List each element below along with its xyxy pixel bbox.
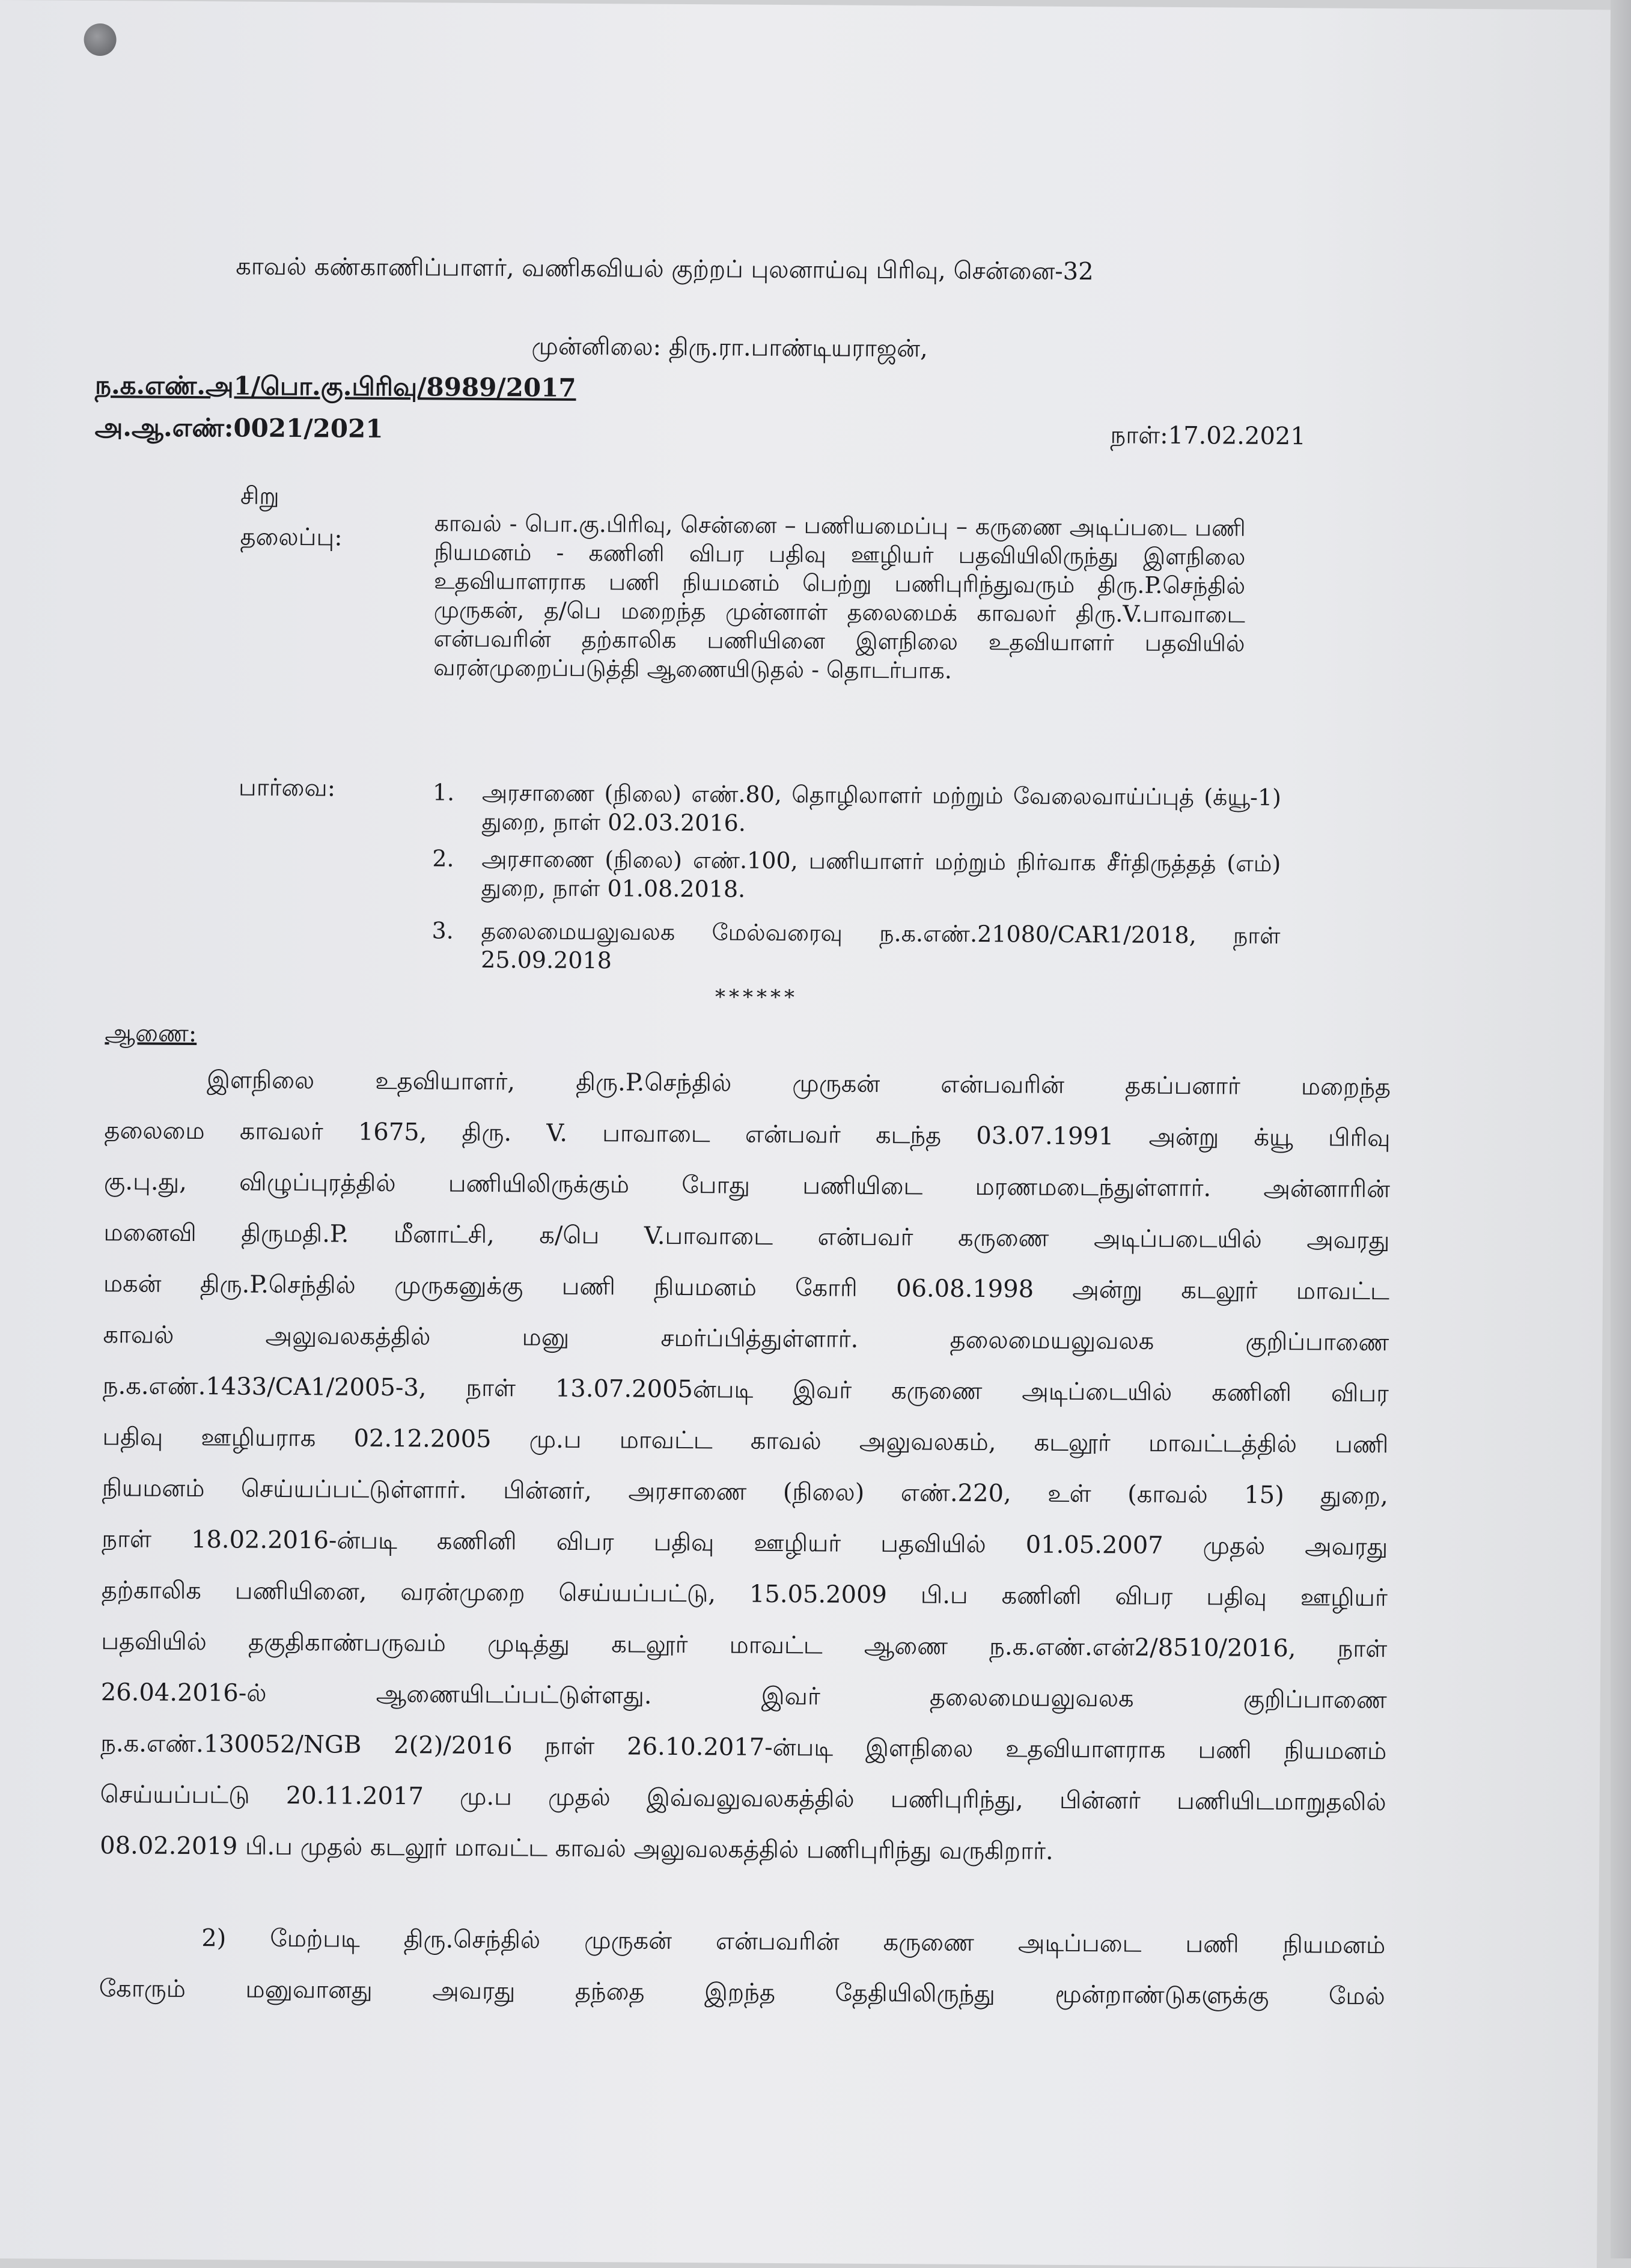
- page-edge-shadow: [1611, 0, 1631, 2258]
- order-para1-line: தலைமை காவலர் 1675, திரு. V. பாவாடை என்பவர் கடந்த 03.07.1991 அன்று க்யூ பிரிவு: [104, 1117, 1391, 1153]
- reference-text: தலைமையலுவலக மேல்வரைவு ந.க.எண்.21080/CAR1/2018, நாள் 25.09.2018: [481, 917, 1281, 974]
- order-para1-line: நாள் 18.02.2016-ன்படி கணினி விபர பதிவு ஊழியர் பதவியில் 01.05.2007 முதல் அவரது: [102, 1525, 1388, 1561]
- subject-text: காவல் - பொ.கு.பிரிவு, சென்னை – பணியமைப்பு – கருணை அடிப்படை பணி நியமனம் - கணினி விபர பதிவு ஊழியர் பதவியிலிருந்து இளநிலை உதவியாளராக பணி நியமனம் பெற்று பணிபுரிந்துவரும் திரு.P.செந்தில் முருகன், த/பெ மறைந்த முன்னாள் தலைமைக் காவலர் திரு.V.பாவாடை என்பவரின் தற்காலிக பணியினை இளநிலை உதவியாளர் பதவியில் வரன்முறைப்படுத்தி ஆணையிடுதல் - தொடர்பாக.: [433, 510, 1246, 684]
- order-para1-line: பதிவு ஊழியராக 02.12.2005 மு.ப மாவட்ட காவல் அலுவலகம், கடலூர் மாவட்டத்தில் பணி: [102, 1423, 1389, 1459]
- order-para1-line: இளநிலை உதவியாளர், திரு.P.செந்தில் முருகன் என்பவரின் தகப்பனார் மறைந்த: [206, 1066, 1391, 1102]
- punch-hole: [84, 23, 116, 56]
- order-para1-line: 26.04.2016-ல் ஆணையிடப்பட்டுள்ளது. இவர் தலைமையலுவலக குறிப்பாணை: [100, 1678, 1387, 1715]
- order-para1-line: ந.க.எண்.1433/CA1/2005-3, நாள் 13.07.2005ன்படி இவர் கருணை அடிப்டையில் கணினி விபர: [102, 1372, 1389, 1408]
- references-label: பார்வை:: [238, 773, 336, 802]
- order-para1-line: கு.பு.து, விழுப்புரத்தில் பணியிலிருக்கும் போது பணியிடை மரணமடைந்துள்ளார். அன்னாரின்: [103, 1168, 1391, 1204]
- order-para1-line: தற்காலிக பணியினை, வரன்முறை செய்யப்பட்டு, 15.05.2009 பி.ப கணினி விபர பதிவு ஊழியர்: [101, 1576, 1388, 1612]
- reference-item: [431, 916, 1285, 981]
- presence-line: முன்னிலை: திரு.ரா.பாண்டியராஜன்,: [531, 332, 928, 363]
- order-para1-line: மகன் திரு.P.செந்தில் முருகனுக்கு பணி நியமனம் கோரி 06.08.1998 அன்று கடலூர் மாவட்ட: [103, 1270, 1390, 1306]
- office-heading: காவல் கண்காணிப்பாளர், வணிகவியல் குற்றப் புலனாய்வு பிரிவு, சென்னை-32: [236, 252, 1094, 286]
- order-date: நாள்:17.02.2021: [1110, 421, 1306, 451]
- order-number: அ.ஆ.எண்:0021/2021: [94, 412, 383, 444]
- subject-label-2: தலைப்பு:: [240, 523, 343, 552]
- reference-text: அரசாணை (நிலை) எண்.80, தொழிலாளர் மற்றும் வேலைவாய்ப்புத் (க்யூ-1) துறை, நாள் 02.03.2016.: [481, 779, 1282, 837]
- order-para1-line: காவல் அலுவலகத்தில் மனு சமர்ப்பித்துள்ளார். தலைமையலுவலக குறிப்பாணை: [103, 1321, 1389, 1357]
- order-para2-line: 2) மேற்படி திரு.செந்தில் முருகன் என்பவரின் கருணை அடிப்படை பணி நியமனம்: [201, 1924, 1386, 1960]
- order-para1-line: நியமனம் செய்யப்பட்டுள்ளார். பின்னர், அரசாணை (நிலை) எண்.220, உள் (காவல் 15) துறை,: [102, 1474, 1388, 1510]
- order-para1-line: ந.க.எண்.130052/NGB 2(2)/2016 நாள் 26.10.2017-ன்படி இளநிலை உதவியாளராக பணி நியமனம்: [100, 1730, 1387, 1766]
- order-para1-line: பதவியில் தகுதிகாண்பருவம் முடித்து கடலூர் மாவட்ட ஆணை ந.க.எண்.என்2/8510/2016, நாள்: [101, 1627, 1388, 1663]
- reference-item: [432, 844, 1286, 909]
- file-number: ந.க.எண்.அ1/பொ.கு.பிரிவு/8989/2017: [94, 370, 576, 403]
- order-para1-line: செய்யப்பட்டு 20.11.2017 மு.ப முதல் இவ்வலுவலகத்தில் பணிபுரிந்து, பின்னர் பணியிடமாறுதலில்: [100, 1781, 1386, 1817]
- reference-number: 2.: [432, 845, 454, 872]
- reference-number: 3.: [431, 917, 454, 944]
- order-para2-line: கோரும் மனுவானது அவரது தந்தை இறந்த தேதியிலிருந்து மூன்றாண்டுகளுக்கு மேல்: [99, 1975, 1385, 2011]
- reference-number: 1.: [432, 779, 455, 806]
- order-title: ஆணை:: [105, 1019, 197, 1048]
- order-para1-line: மனைவி திருமதி.P. மீனாட்சி, க/பெ V.பாவாடை என்பவர் கருணை அடிப்படையில் அவரது: [103, 1219, 1390, 1255]
- reference-text: அரசாணை (நிலை) எண்.100, பணியாளர் மற்றும் நிர்வாக சீர்திருத்தத் (எம்) துறை, நாள் 01.08.2018.: [481, 845, 1281, 903]
- subject-label-1: சிறு: [240, 482, 279, 510]
- reference-item: [432, 778, 1286, 843]
- section-divider: ******: [715, 985, 799, 1010]
- order-para1-line: 08.02.2019 பி.ப முதல் கடலூர் மாவட்ட காவல் அலுவலகத்தில் பணிபுரிந்து வருகிறார்.: [100, 1832, 1053, 1865]
